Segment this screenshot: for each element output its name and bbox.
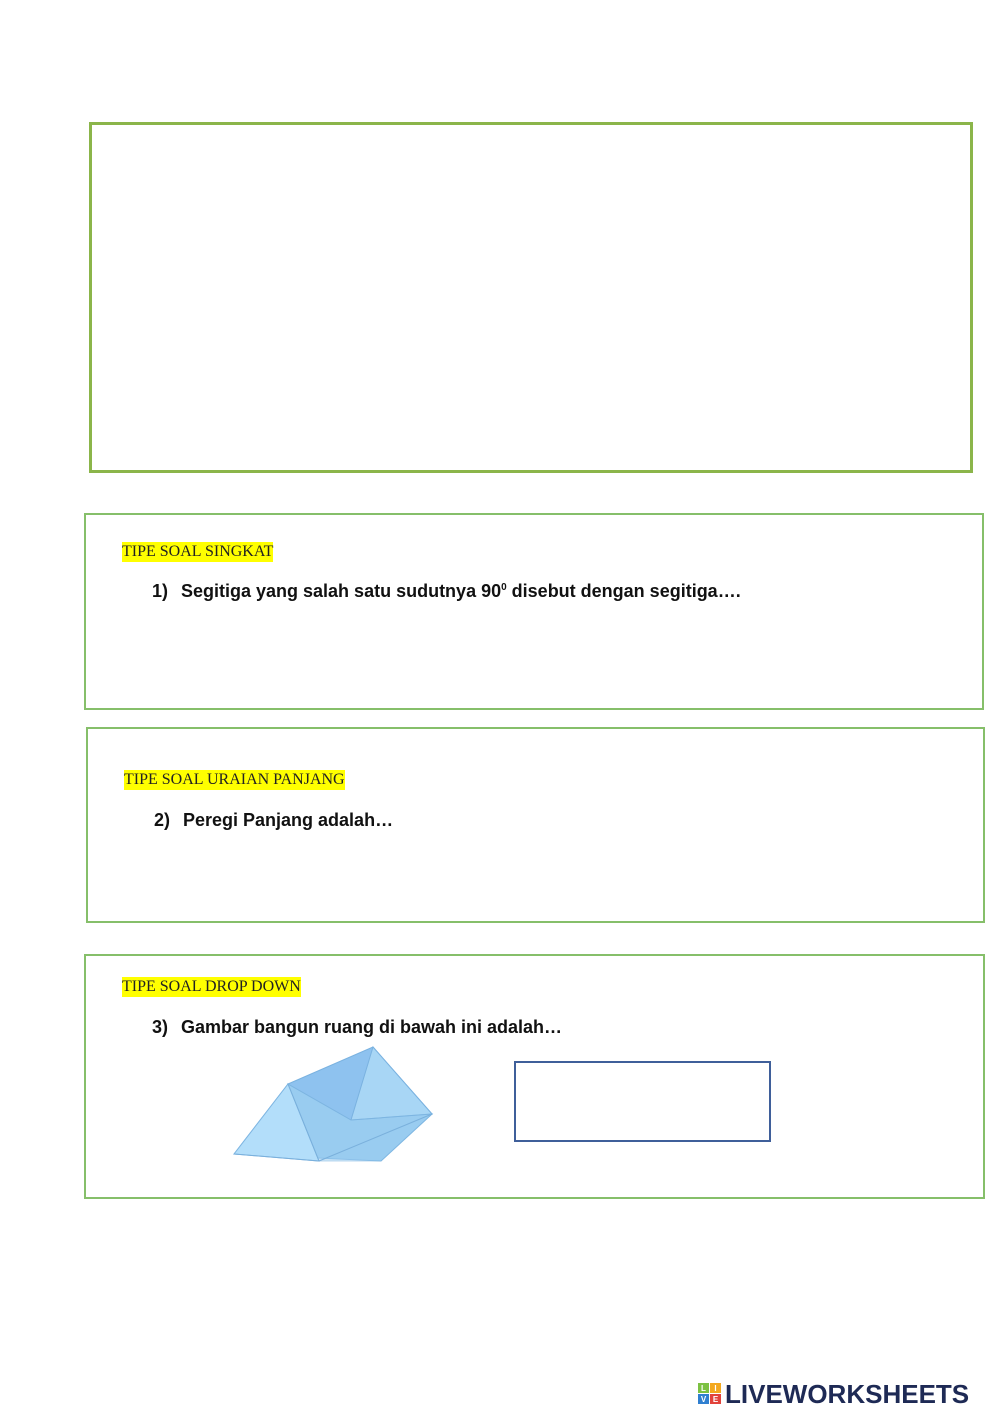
question-section-3 [84,954,985,1199]
empty-content-box [89,122,973,473]
question-text-main: Segitiga yang salah satu sudutnya 90 [181,581,502,601]
svg-text:V: V [700,1395,707,1404]
question-type-label: TIPE SOAL URAIAN PANJANG [124,771,345,788]
svg-text:L: L [701,1384,706,1393]
triangular-prism-image [230,1044,434,1162]
question-type-label: TIPE SOAL DROP DOWN [122,978,301,995]
question-type-label: TIPE SOAL SINGKAT [122,543,274,560]
svg-text:I: I [714,1384,717,1393]
logo-icon [698,1383,722,1405]
question-text-end: disebut dengan segitiga…. [506,581,741,601]
question-section-2 [86,727,985,923]
svg-text:E: E [712,1395,719,1404]
question-number: 3) [152,1017,169,1037]
question-number: 1) [152,581,169,601]
question-number: 2) [154,810,171,830]
brand-name: LIVEWORKSHEETS [725,1378,970,1409]
question-text-main: Gambar bangun ruang di bawah ini adalah… [181,1017,563,1037]
dropdown-answer-box[interactable] [514,1061,771,1142]
question-section-1 [84,513,984,710]
question-text [154,810,393,831]
question-text [152,1017,562,1038]
liveworksheets-logo [698,1379,969,1409]
question-text [152,581,741,602]
degree-superscript: 0 [501,582,507,593]
question-text-main: Peregi Panjang adalah… [183,810,394,830]
